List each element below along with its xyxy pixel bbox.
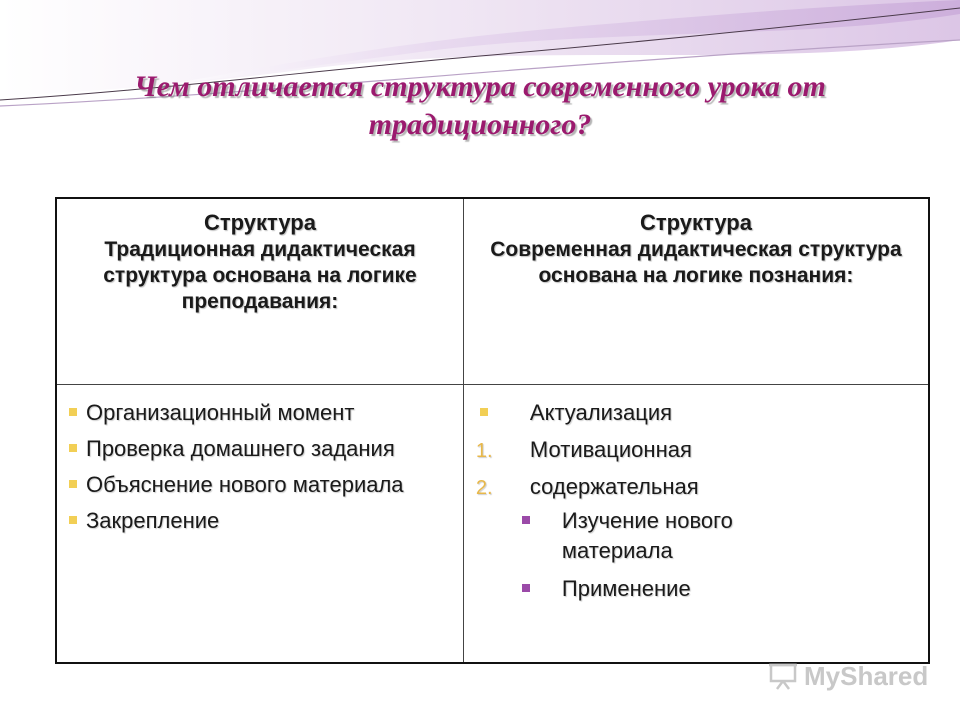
list-item: 2. содержательная [476,469,928,506]
column-subheading: Современная дидактическая структура основана на логике познания: [490,238,902,287]
bullet-icon [480,408,488,416]
list-number: 1. [475,440,493,462]
sublist [476,506,928,605]
column-heading: Структура [203,210,316,235]
bullet-icon [69,480,77,488]
table-header-row [56,198,929,385]
sublist-item: Применение [518,574,928,605]
watermark-text: MyShared [804,660,929,691]
projector-screen-icon [768,661,798,691]
bullet-icon [69,516,77,524]
column-subheading: Традиционная дидактическая структура основана на логике преподавания: [103,238,417,313]
list-item: 1. Мотивационная [476,432,928,469]
bullet-icon [522,584,530,592]
list-number: 2. [475,477,493,499]
list-item: Организационный момент [69,395,463,431]
comparison-table [55,197,930,664]
column-heading: Структура [639,210,752,235]
list-item: Актуализация [476,395,928,432]
page-title: Чем отличается структура современного урока от традиционного? [134,70,826,141]
table-body-row [56,385,929,664]
list-item: Закрепление [69,503,463,539]
watermark [768,658,928,694]
list-item: Проверка домашнего задания [69,431,463,467]
bullet-icon [69,408,77,416]
list-item: Объяснение нового материала [69,467,463,503]
bullet-icon [69,444,77,452]
bullet-icon [522,516,530,524]
traditional-list-cell [56,385,463,664]
sublist-item: Изучение нового материала [518,506,928,566]
header-cell-modern [463,198,929,385]
header-cell-traditional [56,198,463,385]
modern-list-cell [463,385,929,664]
